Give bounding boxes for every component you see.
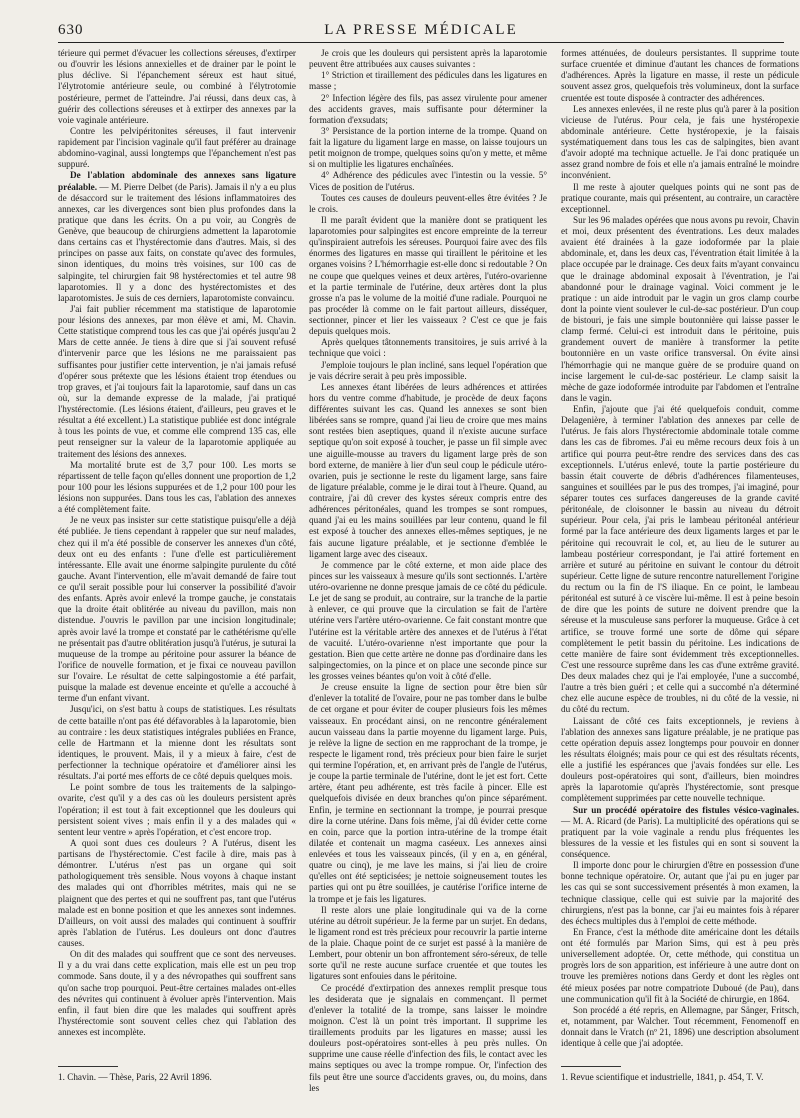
paragraph: 2° Infection légère des fils, pas assez virulente pour amener des accidents graves, mais suffisante pour déterminer la formation d'exsudats; (309, 92, 547, 125)
paragraph: Sur les 96 malades opérées que nous avons pu revoir, Chavin et moi, deux présentent des éventrations. Les deux malades avaient été drainées à la gaze iodoformée par la plaie abdominale, et, dans les deux cas, l'éventration était limitée à la place occupée par le drainage. Ces deux faits m'ayant convaincu que le drainage abdominal exposait à l'éventration, je l'ai abandonné pour le drainage vaginal. Voici comment je le pratique : un aide introduit par le vagin un gros clamp courbe dont la pointe vient soulever le cul-de-sac postérieur. D'un coup de bistouri, je fais une simple boutonnière qui laisse passer le clamp fermé. Celui-ci est introduit dans le péritoine, puis grandement ouvert de manière à transformer la petite boutonnière en un vaste orifice transversal. On évite ainsi l'hémorrhagie qui ne manque guère de se produire quand on incise largement le cul-de-sac postérieur. Le clamp saisit la mèche de gaze iodoformée introduite par l'abdomen et l'entraîne dans le vagin. (561, 214, 799, 403)
paragraph: Je ne veux pas insister sur cette statistique puisqu'elle a déjà été publiée. Je tiens cependant à rappeler que sur neuf malades, chez qui il m'a été possible de conserver les annexes d'un côté, deux ont eu des enfants : l'une d'elle est particulièrement intéressante. Elle avait une énorme salpingite purulente du côté gauche. Avant l'intervention, elle m'avait demandé de faire tout ce qu'il serait possible pour lui conserver la possibilité d'avoir des enfants. Après avoir enlevé la trompe gauche, je constatais que la droite était oblitérée au niveau du pavillon, mais non distendue. J'ouvris le pavillon par une incision longitudinale; après avoir lavé la trompe et constaté par le cathétérisme qu'elle ne présentait pas d'autre oblitération jusqu'à l'utérus, je suturai la muqueuse de la trompe au péritoine pour assurer la béance de l'orifice de nouvelle formation, et je fixai ce nouveau pavillon sur l'ovaire. Le résultat de cette salpingostomie a été parfait, puisque la malade est devenue enceinte et qu'elle a accouché à terme d'un enfant vivant. (58, 515, 296, 704)
section-title: De l'ablation abdominale des annexes sans ligature préalable. (58, 170, 296, 192)
paragraph: Je commence par le côté externe, et mon aide place des pinces sur les vaisseaux à mesure qu'ils sont sectionnés. L'artère utéro-ovarienne ne donne presque jamais de ce côté du pédicule. Le jet de sang se produit, au contraire, sur la tranche de la partie à enlever, ce qui prouve que la circulation se fait de l'artère utérine vers l'artère utéro-ovarienne. Ce fait constant montre que l'utérine est la véritable artère des annexes et de l'utérus à l'état de vacuité. L'utéro-ovarienne n'est importante que pour la gestation. Bien que cette artère ne donne pas d'ordinaire dans les salpingectomies, on la pince et on place une seconde pince sur les grosses veines béantes qu'on voit à côté d'elle. (309, 559, 547, 681)
paragraph: Après quelques tâtonnements transitoires, je suis arrivé à la technique que voici : (309, 337, 547, 359)
paragraph: En France, c'est la méthode dite américaine dont les détails ont été formulés par Marion Sims, qui est à peu près universellement adoptée. Or, cette méthode, qui constitua un progrès lors de son apparition, est inférieure à une autre dont on trouve les premières notions dans Gerdy et dont les règles ont été mieux posées par notre compatriote Duboué (de Pau), dans une communication qu'il fit à la Société de chirurgie, en 1864. (561, 926, 799, 1004)
paragraph: 4° Adhérence des pédicules avec l'intestin ou la vessie. 5° Vices de position de l'utérus. (309, 170, 547, 192)
paragraph: Les annexes enlevées, il ne reste plus qu'à parer à la position vicieuse de l'utérus. Pour cela, je fais une hystéropexie abdominale antérieure. Cette hystéropexie, je la faisais systématiquement dans tous les cas de salpingites, bien avant d'avoir adopté ma technique actuelle. Je l'ai donc pratiquée un assez grand nombre de fois et elle n'a jamais entraîné le moindre inconvénient. (561, 103, 799, 181)
paragraph: Ma mortalité brute est de 3,7 pour 100. Les morts se répartissent de telle façon qu'elles donnent une proportion de 1,2 pour 100 pour les lésions suppurées et de 1,2 pour 100 pour les lésions non suppurées. Dans tous les cas, l'ablation des annexes a été complètement faite. (58, 459, 296, 515)
paragraph: Ce procédé d'extirpation des annexes remplit presque tous les desiderata que je signalais en commençant. Il permet d'enlever la totalité de la trompe, sans laisser le moindre moignon. C'est là un point très important. Il supprime les tiraillements produits par les ligatures en masse; aussi les douleurs post-opératoires sont-elles à peu près nulles. On supprime une cause réelle d'infection des fils, le contact avec les mains septiques ou avec la trompe rompue. Or, l'infection des fils peut être une source d'accidents graves, ou, du moins, dans les (309, 982, 547, 1093)
paragraph: formes atténuées, de douleurs persistantes. Il supprime toute surface cruentée et diminue d'autant les chances de formations d'adhérences. Après la ligature en masse, il reste un pédicule souvent assez gros, quelquefois très volumineux, dont la surface cruentée est toute disposée à contracter des adhérences. (561, 48, 799, 103)
column-right (561, 48, 799, 1060)
page-header (58, 22, 784, 38)
paragraph: térieure qui permet d'évacuer les collections séreuses, d'extirper ou d'ouvrir les lésions annexielles et de drainer par le point le plus déclive. Si l'épanchement séreux est haut situé, l'élytrotomie antérieure seule, ou combiné à l'élytrotomie postérieure, permet de l'atteindre. J'ai réussi, dans deux cas, à guérir des collections séreuses et à extirper des annexes par la voie vaginale antérieure. (58, 48, 296, 125)
column-middle (309, 48, 547, 1093)
paragraph: La multiplicité des opérations qui se pratiquent par la voie vaginale a rendu plus fréquentes les blessures de la vessie et les fistules qui en sont si souvent la conséquence. (561, 815, 799, 859)
section-author: — M. A. Ricard (de Paris). (561, 815, 662, 826)
footnote-right: 1. Revue scientifique et industrielle, 1841, p. 454, T. V. (561, 1072, 764, 1082)
section-heading (58, 170, 296, 304)
paragraph: Enfin, j'ajoute que j'ai été quelquefois conduit, comme Delagenière, à terminer l'ablation des annexes par celle de l'utérus. Je fais alors l'hystérectomie abdominale totale comme dans les cas de fibromes. J'ai eu même recours deux fois à un artifice qui pourra peut-être rendre des services dans des cas exceptionnels. L'utérus enlevé, toute la partie postérieure du bassin était couverte de débris d'adhérences filamenteuses, sanguines et souillées par le pus des trompes, j'ai imaginé, pour séparer toutes ces surfaces dangereuses de la grande cavité péritonéale, de cloisonner le bassin au niveau du détroit supérieur. Pour cela, j'ai pris le lambeau péritonéal antérieur formé par la face antérieure des deux ligaments larges et par le péritoine qui recouvrait le col, et, au lieu de le suturer au lambeau postérieur correspondant, je l'ai attiré fortement en arrière et suturé au péritoine en suivant le contour du détroit supérieur. Cette ligne de suture rencontre naturellement l'origine du rectum ou la fin de l'S iliaque. En ce point, le lambeau péritonéal est suturé à ce viscère lui-même. Il est à peine besoin de dire que les points de suture ne doivent prendre que la séreuse et la musculeuse sans perforer la muqueuse. Grâce à cet artifice, se trouve formé une sorte de dôme qui sépare complètement le petit bassin du péritoine. Les indications de cette manière de faire sont évidemment très exceptionnelles. C'est une ressource suprême dans les cas d'une extrême gravité. Des deux malades chez qui je l'ai employée, l'une a succombé, l'autre a très bien guéri ; et celle qui a succombé n'a déterminé chez elle aucune espèce de troubles, ni du côté de la vessie, ni du côté du rectum. (561, 404, 799, 715)
paragraph: Il reste alors une plaie longitudinale qui va de la corne utérine au détroit supérieur. Je la ferme par un surjet. En dedans, le ligament rond est très précieux pour recouvrir la partie interne de la plaie. Chaque point de ce surjet est passé à la manière de Lembert, pour obtenir un bon affrontement séro-séreux, de telle sorte qu'il ne reste aucune surface cruentée et que toutes les ligatures sont enfouies dans le péritoine. (309, 904, 547, 982)
paragraph: Je creuse ensuite la ligne de section pour être bien sûr d'enlever la totalité de l'ovaire, pour ne pas tomber dans le bulbe de cet organe et pour éviter de couper plusieurs fois les mêmes vaisseaux. En procédant ainsi, on ne rencontre généralement aucun vaisseau dans la partie moyenne du ligament large. Puis, je relève la ligne de section en me rapprochant de la trompe, je respecte le ligament rond, très précieux pour bien faire le surjet qui termine l'opération, et, en arrivant près de l'angle de l'utérus, je coupe la partie terminale de l'utérine, dont le jet est fort. Cette artère, étant peu adhérente, est très facile à pincer. Elle est quelquefois divisée en deux branches qu'on pince séparément. Enfin, je termine en sectionnant la trompe, je pourrai presque dire la corne utérine. Dans fois même, j'ai dû évider cette corne en coin, parce que la portion intra-utérine de la trompe était dilatée et contenait un magma caséeux. Les annexes ainsi enlevées et tous les vaisseaux pincés, (il y en a, en général, quatre ou cinq), je me lave les mains, si j'ai lieu de croire qu'elles ont été septicisées; je nettoie soigneusement toutes les parties qui ont pu être souillées, je cautérise l'orifice interne de la trompe et je fais les ligatures. (309, 682, 547, 904)
paragraph: Jusqu'ici, on s'est battu à coups de statistiques. Les résultats de cette bataille n'ont pas été défavorables à la laparotomie, bien au contraire : les deux statistiques intégrales publiées en France, celle de Hartmann et la mienne dont les résultats sont identiques, le prouvent. Mais, il y a mieux à faire, c'est de perfectionner la technique opératoire et d'améliorer ainsi les résultats. J'ai porté mes efforts de ce côté depuis quelques mois. (58, 704, 296, 782)
section-title: Sur un procédé opératoire des fistules vésico-vaginales. (573, 804, 799, 815)
paragraph: 1° Striction et tiraillement des pédicules dans les ligatures en masse ; (309, 70, 547, 92)
paragraph: Le point sombre de tous les traitements de la salpingo-ovarite, c'est qu'il y a des cas où les douleurs persistent après l'opération; il est tout à fait exceptionnel que les douleurs qui persistent soient vives ; mais enfin il y a des malades qui « sentent leur ventre » après l'opération, et c'est encore trop. (58, 782, 296, 837)
paragraph: Il me paraît évident que la manière dont se pratiquent les laparotomies pour salpingites est encore empreinte de la terreur qu'inspiraient autrefois les séreuses. Pourquoi faire avec des fils énormes des ligatures en masse qui tiraillent le péritoine et les organes voisins ? L'hémorrhagie est-elle donc si redoutable ? On ne coupe que quelques veines et deux artères, l'utéro-ovarienne et la partie terminale de l'utérine, deux artères dont la plus grosse n'a pas le volume de la moitié d'une radiale. Pourquoi ne pas procéder là comme on le fait partout ailleurs, disséquer, sectionner, pincer et lier les vaisseaux ? C'est ce que je fais depuis quelques mois. (309, 214, 547, 337)
paragraph: Je crois que les douleurs qui persistent après la laparotomie peuvent être attribuées aux causes suivantes : (309, 48, 547, 70)
footnote-rule (561, 1066, 621, 1067)
footnote-rule (58, 1066, 118, 1067)
paragraph: J'ai fait publier récemment ma statistique de laparotomie pour lésions des annexes, par mon élève et ami, M. Chavin. Cette statistique comprend tous les cas que j'ai opérés jusqu'au 2 Mars de cette année. Je tiens à dire que si j'ai souvent refusé d'intervenir parce que les lésions ne me paraissaient pas suffisantes pour justifier cette intervention, je n'ai jamais refusé d'opérer sous prétexte que les lésions étaient trop étendues ou trop graves, et j'ai toujours fait la laparotomie, sauf dans un cas où, sur la demande expresse de la malade, j'ai pratiqué l'hystérectomie. (Les lésions étaient, d'ailleurs, peu graves et le résultat a été excellent.) La statistique publiée est donc intégrale à tous les points de vue, et comme elle comprend 135 cas, elle peut renseigner sur la valeur de la laparotomie appliquée au traitement des lésions des annexes. (58, 303, 296, 459)
paragraph: Il me reste à ajouter quelques points qui ne sont pas de pratique courante, mais qui présentent, au contraire, un caractère exceptionnel. (561, 181, 799, 214)
paragraph: Jamais il n'y a eu plus de désaccord sur le traitement des lésions inflammatoires des annexes, car les divergences sont bien plus profondes dans la pratique que dans les écrits. On a pu voir, au Congrès de Genève, que beaucoup de chirurgiens admettent la laparotomie dans certains cas et l'hystérectomie dans d'autres. Mais, si des principes on passe aux faits, on constate qu'avec des formules, sinon identiques, du moins très voisines, sur 100 cas de salpingite, tel chirurgien fait 98 hystérectomies et tel autre 98 laparotomies. Il y a donc des hystérectomistes et des laparotomistes. Je suis de ces derniers, laparotomiste convaincu. (58, 181, 296, 303)
journal-title: LA PRESSE MÉDICALE (324, 22, 518, 38)
paragraph: 3° Persistance de la portion interne de la trompe. Quand on fait la ligature du ligament large en masse, on laisse toujours un petit moignon de trompe, quelques soins qu'on y mette, et même si on multiplie les ligatures enchaînées. (309, 125, 547, 170)
paragraph: On dit des malades qui souffrent que ce sont des nerveuses. Il y a du vrai dans cette explication, mais elle est un peu trop commode. Sans doute, il y a des névropathes qui souffrent sans qu'on sache trop pourquoi. Peut-être certaines malades ont-elles des névrites qui continuent à évoluer après l'intervention. Mais enfin, il faut bien dire que les malades qui souffrent après l'hystérectomie sont souvent celles chez qui l'ablation des annexes est incomplète. (58, 949, 296, 1037)
footnote-left: 1. Chavin. — Thèse, Paris, 22 Avril 1896. (58, 1072, 212, 1082)
paragraph: Contre les pelvipéritonites séreuses, il faut intervenir rapidement par l'incision vaginale qu'il faut préférer au drainage abdomino-vaginal, aussi longtemps que l'épanchement n'est pas suppuré. (58, 125, 296, 170)
paragraph: Son procédé a été repris, en Allemagne, par Sänger, Fritsch, et, notamment, par Walcher. Tout récemment, Fenomenoff en donnait dans le Vratch (nº 21, 1896) une description absolument identique à celle que j'ai adoptée. (561, 1004, 799, 1049)
section-author: — M. Pierre Delbet (de Paris). (97, 181, 213, 192)
paragraph: Il importe donc pour le chirurgien d'être en possession d'une bonne technique opératoire. Or, autant que j'ai pu en juger par les cas qui se sont successivement présentés à mon examen, la technique classique, celle qui est suivie par la majorité des chirurgiens, n'est pas la bonne, car j'ai eu maintes fois à réparer des échecs multiples dus à l'emploi de cette méthode. (561, 860, 799, 926)
paragraph: Laissant de côté ces faits exceptionnels, je reviens à l'ablation des annexes sans ligature préalable, je ne pratique pas cette opération depuis assez longtemps pour pouvoir en donner les résultats éloignés; mais pour ce qui est des résultats récents, elle a justifié les espérances que j'avais fondées sur elle. Les douleurs post-opératoires qui sont, d'ailleurs, bien moindres après la laparotomie qu'après l'hystérectomie, sont presque complètement supprimées par cette nouvelle technique. (561, 715, 799, 804)
page-number: 630 (58, 22, 84, 38)
paragraph: Les annexes étant libérées de leurs adhérences et attirées hors du ventre comme d'habitude, je procède de deux façons différentes suivant les cas. Quand les annexes se sont bien libérées sans se rompre, quand j'ai lieu de croire que mes mains sont restées bien aseptiques, quand il n'existe aucune surface septique qu'on soit exposé à toucher, je passe un fil simple avec une aiguille-mousse au travers du ligament large près de son bord externe, de manière à lier d'un seul coup le pédicule utéro-ovarien, puis je sectionne le reste du ligament large, sans faire de ligature préalable, comme je le dirai tout à l'heure. Quand, au contraire, j'ai dû crever des kystes séreux compris entre des adhérences péritonéales, quand les trompes se sont rompues, quand j'ai eu les mains souillées par leur contenu, quand le fil est exposé à toucher des annexes elles-mêmes septiques, je ne fais aucune ligature préalable, et je sectionne d'emblée le ligament large avec des ciseaux. (309, 381, 547, 559)
section-heading (561, 805, 799, 861)
header-rule (58, 42, 784, 43)
column-left (58, 48, 296, 1060)
paragraph: A quoi sont dues ces douleurs ? A l'utérus, disent les partisans de l'hystérectomie. C'est facile à dire, mais pas à démontrer. L'utérus n'est pas un organe qui soit pathologiquement très sensible. Nous voyons à chaque instant des malades qui ont d'horribles métrites, mais qui ne se plaignent que des pertes et qui ne souffrent pas, tant que l'utérus malade est en bonne position et que les annexes sont indemnes. D'ailleurs, on voit aussi des malades qui continuent à souffrir après l'ablation de l'utérus. Les douleurs ont donc d'autres causes. (58, 837, 296, 948)
paragraph: J'emploie toujours le plan incliné, sans lequel l'opération que je vais décrire serait à peu près impossible. (309, 359, 547, 381)
paragraph: Toutes ces causes de douleurs peuvent-elles être évitées ? Je le crois. (309, 192, 547, 214)
